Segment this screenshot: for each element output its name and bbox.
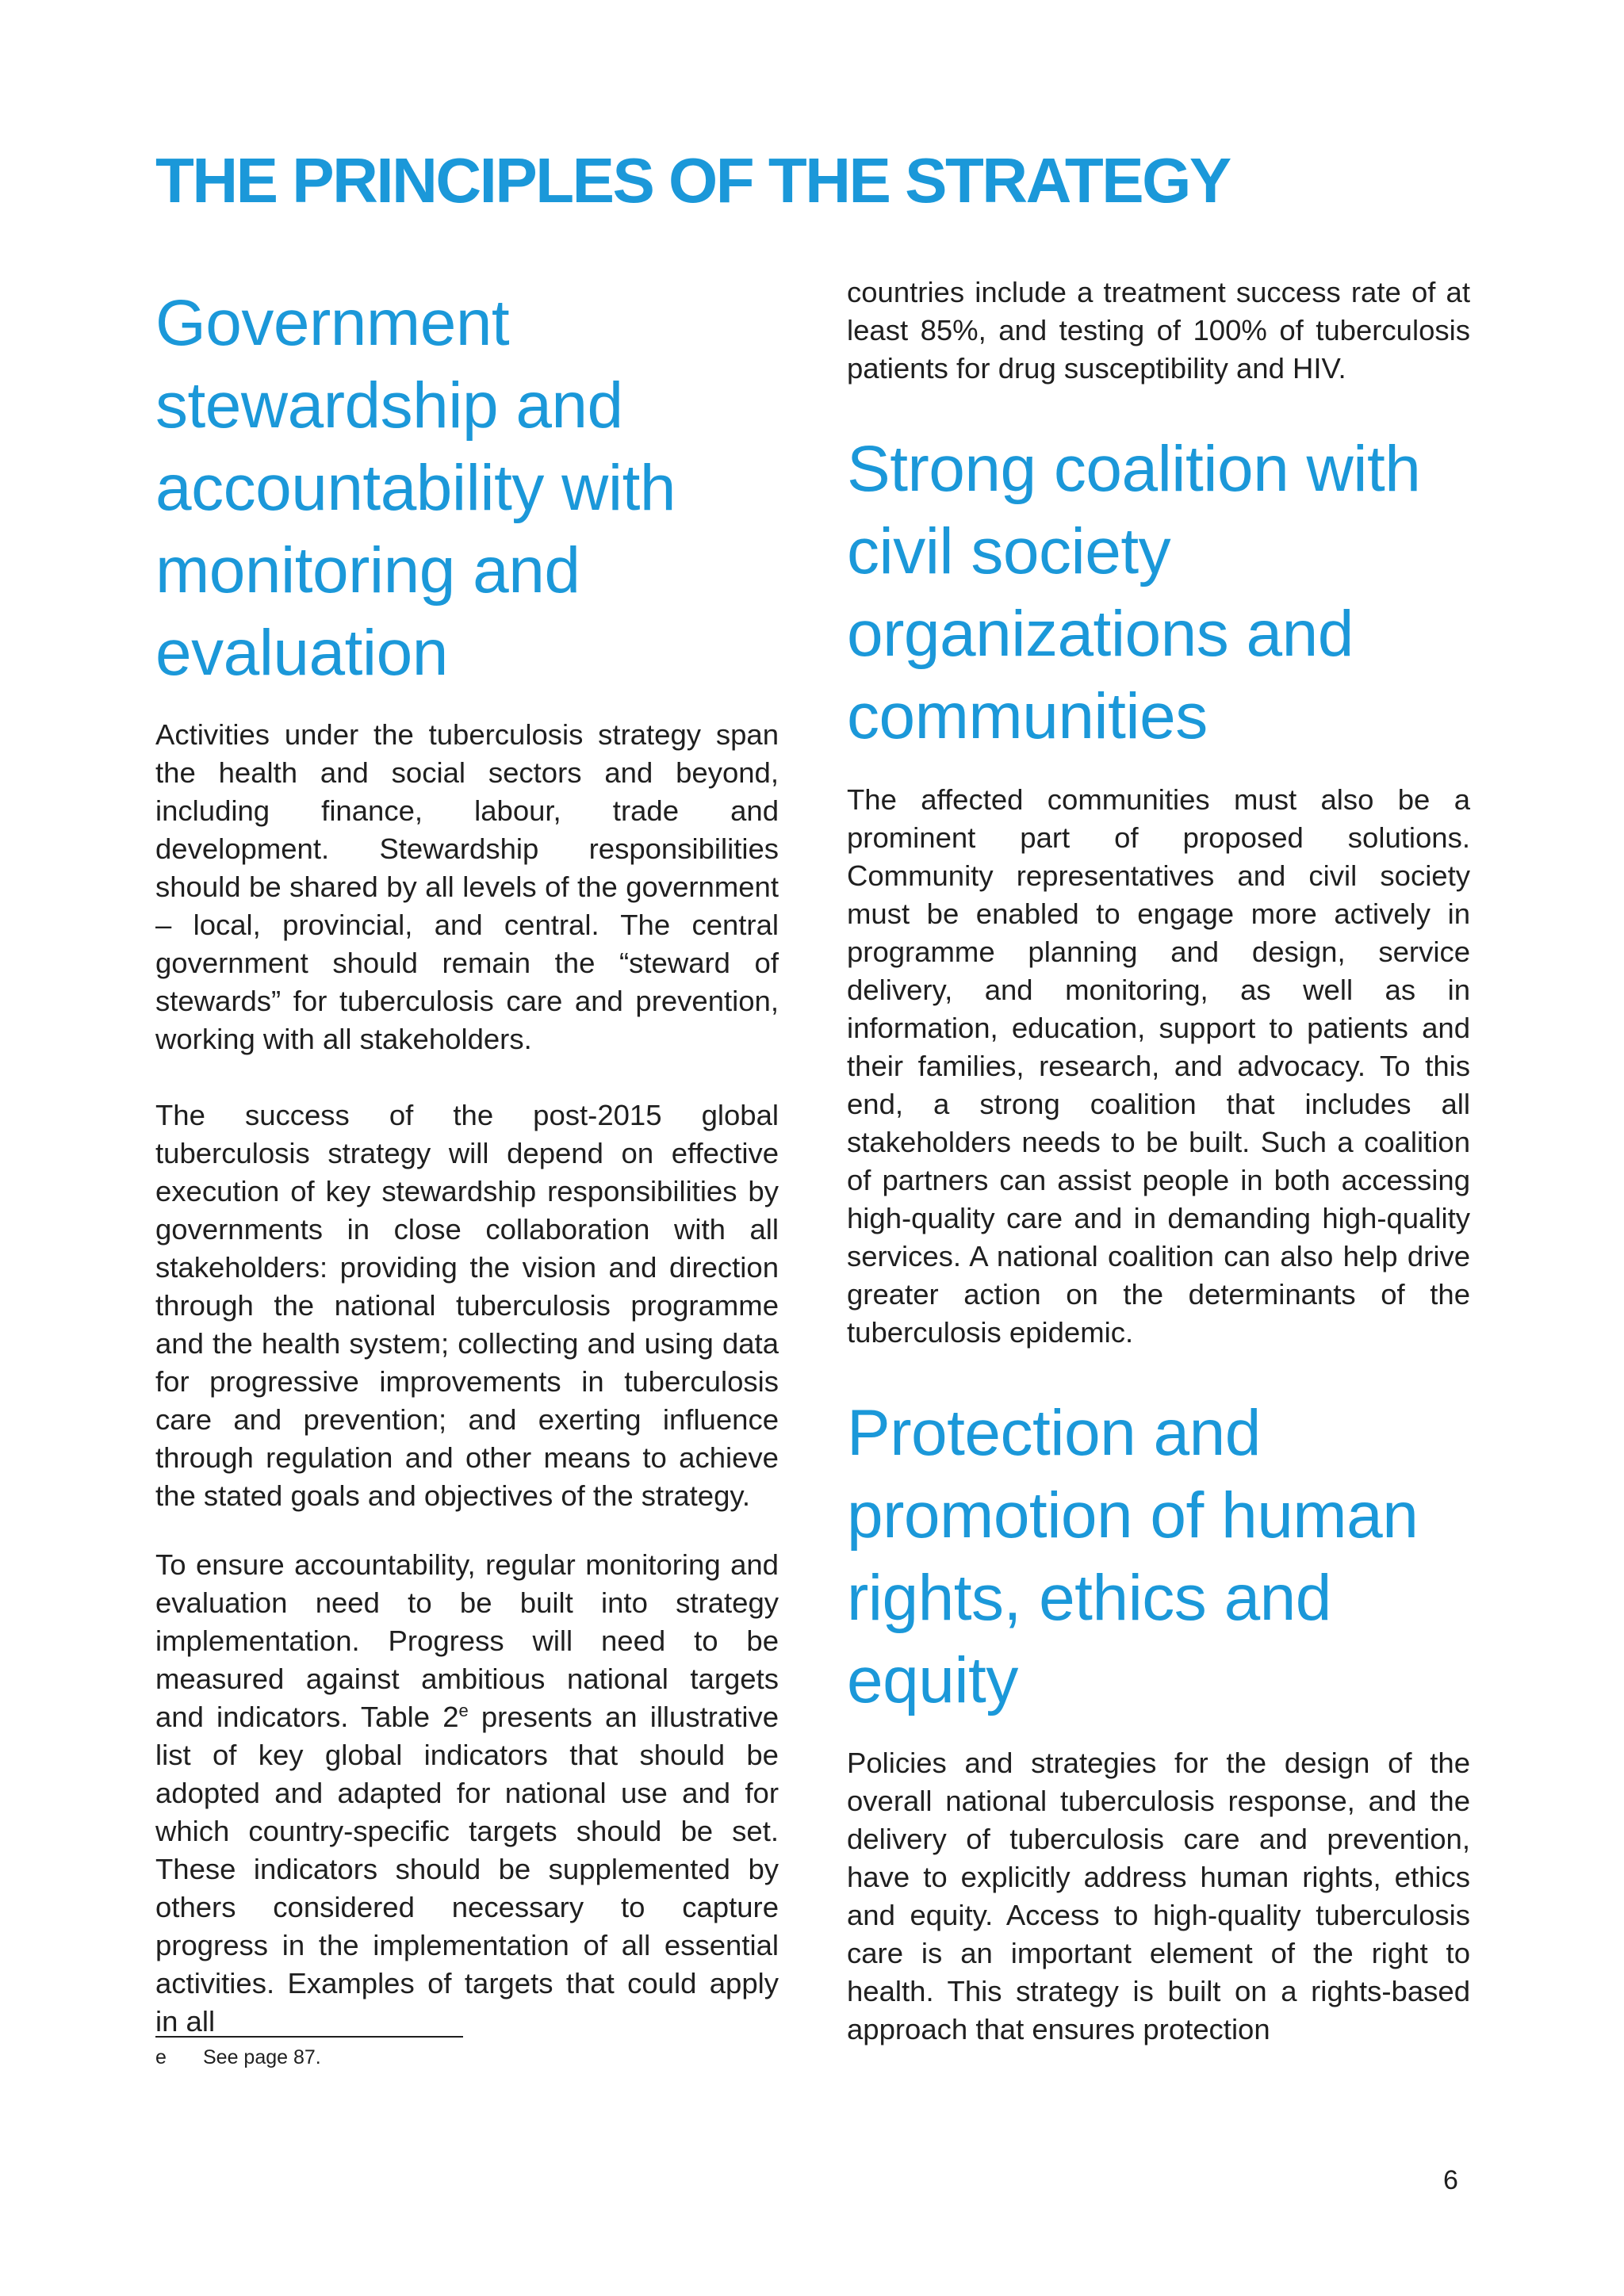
footnote-divider: [155, 2036, 463, 2038]
section-heading-rights: Protection and promotion of human rights, ethics and equity: [847, 1397, 1419, 1716]
paragraph-stewardship-3: [155, 1546, 779, 2041]
paragraph-coalition-1: The affected communities must also be a prominent part of proposed solutions. Community representatives and civil society must be enabled to engage more actively in programme planning and design, service delivery, and monitoring, as well as in information, education, support to patients and their families, research, and advocacy. To this end, a strong coalition that includes all stakeholders needs to be built. Such a coalition of partners can assist people in both accessing high-quality care and in demanding high-quality services. A national coalition can also help drive greater action on the determinants of the tuberculosis epidemic.: [847, 783, 1470, 1349]
footnote-mark: e: [155, 2046, 167, 2068]
paragraph-rights-1: Policies and strategies for the design of the overall national tuberculosis response, and the delivery of tuberculosis care and prevention, have to explicitly address human rights, ethics and equity. Access to high-quality tuberculosis care is an important element of the right to health. This strategy is built on a rights-based approach that ensures protection: [847, 1747, 1470, 2045]
footnote-text: See page 87.: [203, 2046, 321, 2068]
paragraph-stewardship-2: The success of the post-2015 global tuberculosis strategy will depend on effective execution of key stewardship responsibilities by governments in close collaboration with all stakeholders: providing the vision and direction through the national tuberculosis programme and the health system; collecting and using data for progressive improvements in tuberculosis care and prevention; and exerting influence through regulation and other means to achieve the stated goals and objectives of the strategy.: [155, 1099, 779, 1512]
paragraph-stewardship-3-text-b: presents an illustrative list of key global indicators that should be adopted and adapted for national use and for which country-specific targets should be set. These indicators should be supplemented by others considered necessary to capture progress in the implementation of all essential activities. Examples of targets that could apply in all: [155, 1701, 779, 2038]
paragraph-stewardship-3-text-a: To ensure accountability, regular monitoring and evaluation need to be built into strategy implementation. Progress will need to be measured against ambitious national targets and indicators. Table 2: [155, 1548, 779, 1733]
footnote: [155, 2044, 321, 2071]
paragraph-stewardship-1: Activities under the tuberculosis strategy span the health and social sectors and beyond, including finance, labour, trade and development. Stewardship responsibilities should be shared by all levels of the government – local, provincial, and central. The central government should remain the “steward of stewards” for tuberculosis care and prevention, working with all stakeholders.: [155, 718, 779, 1055]
page-title: THE PRINCIPLES OF THE STRATEGY: [155, 145, 1230, 216]
footnote-reference: e: [458, 1700, 469, 1720]
section-heading-stewardship: Government stewardship and accountability with monitoring and evaluation: [155, 287, 676, 689]
paragraph-stewardship-continuation: countries include a treatment success rate of at least 85%, and testing of 100% of tuberculosis patients for drug susceptibility and HIV.: [847, 276, 1470, 385]
section-heading-coalition: Strong coalition with civil society organizations and communities: [847, 433, 1421, 752]
page-number: 6: [1443, 2165, 1458, 2195]
